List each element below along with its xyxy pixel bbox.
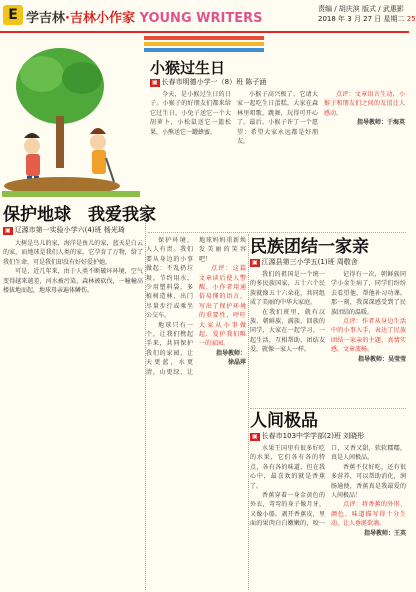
article-little-monkey-birthday xyxy=(150,58,405,230)
byline-tag: ▣ xyxy=(252,433,258,440)
article-byline: ▣ 长春市103中学学部(2)班 刘晓彤 xyxy=(252,432,365,440)
paragraph: 可是，近几年来，由于人类不断破坏环境，空气变得越来越差，河水被污染，森林被砍伐，一幢幢高楼拔地而起，地球母亲遍体鳞伤。 xyxy=(3,268,143,295)
article-title: 人间极品 xyxy=(250,411,318,431)
brand-young-writers: YOUNG WRITERS xyxy=(139,11,263,26)
editor-credit: 责编 / 胡庆滨 版式 / 武惠影 xyxy=(318,5,404,13)
crayons-illustration xyxy=(142,34,266,54)
article-comment: 点评：文章语言生动，小猴子和朋友们之间的友谊让人感动。 xyxy=(324,91,405,117)
article-byline: ▣ 长春市明德小学一（8）班 陈子涵 xyxy=(152,78,267,86)
article-body xyxy=(146,236,246,586)
paragraph: 小猴子高兴极了，它请大家一起吃生日蛋糕，大家在森林里唱歌、跳舞，玩得可开心了。最后，小猴子许了一个愿望：希望大家永远都是好朋友。 xyxy=(237,91,318,146)
paragraph: 记得有一次，朝鲜族同学小金生病了，同学们纷纷去看望他，帮他补习功课。那一刻，我深深感受到了民族团结的温暖。 xyxy=(331,271,406,316)
brand-jilin-writer: ·吉林小作家 xyxy=(65,11,135,26)
issue-weekday: 星期二 xyxy=(383,15,405,23)
article-title: 保护地球 我爱我家 xyxy=(3,205,156,225)
paragraph: 香蕉不仅好吃，还有很多营养，可以帮助消化，润肠通便，香蕉真是我最爱的人间极品！ xyxy=(331,463,406,500)
article-comment: 点评：将香蕉的外形、颜色、味道描写得十分生动，让人垂涎欲滴。 xyxy=(331,501,406,528)
paragraph: 今天，是小猴过生日的日子。小猴子的好朋友们都来给它过生日。小兔子送它一个大胡萝卜，小松鼠送它一篮松果，小熊送它一罐蜂蜜。 xyxy=(150,91,231,136)
article-byline: ▣ 江源县第三小学五(1)班 周敬舍 xyxy=(252,258,358,266)
article-teacher: 指导教师：吴莹莹 xyxy=(357,355,406,363)
byline-tag: ▣ xyxy=(5,227,11,234)
article-body xyxy=(250,444,406,590)
tree-planting-illustration xyxy=(2,34,140,202)
article-best-in-world xyxy=(250,410,406,588)
paragraph: 我们的祖国是一个统一的多民族国家，五十六个民族就像五十六朵花，共同组成了美丽的中华大家庭。 xyxy=(250,271,325,307)
column-divider xyxy=(145,204,146,590)
paragraph: 水果王国里有很多好吃的水果，它们各有各的特点，各有各的味道，但在我心中，最喜欢的就是香蕉了。 xyxy=(250,445,325,490)
article-teacher: 指导教师：于海英 xyxy=(356,119,405,127)
section-brand xyxy=(26,7,262,26)
article-teacher: 指导教师：徐晶萍 xyxy=(215,349,246,367)
paragraph: 地球只有一个，让我们携起手来，共同保护我们的家园，让天更蓝，水更清，山更绿，让地球妈妈重新焕发美丽的笑容吧！ xyxy=(146,237,246,376)
page-number: 25 xyxy=(406,15,416,23)
section-badge: E xyxy=(3,5,23,25)
article-body xyxy=(3,239,143,295)
brand-xuejilin: 学吉林 xyxy=(26,11,66,26)
paragraph: 在我们班里，就有汉族、朝鲜族、满族、回族的同学，大家在一起学习、一起生活，互相帮助，团结友爱，就像一家人一样。 xyxy=(250,308,325,354)
article-protect-earth-cont xyxy=(146,236,246,588)
article-body xyxy=(150,90,405,230)
issue-date: 2018 年 3 月 27 日 xyxy=(318,15,382,23)
paragraph: 大树是鸟儿的家，海洋是鱼儿的家，蓝天是白云的家，而地球是我们人类的家。它孕育了万物，给了我们生命，可是我们却没有好好爱护她。 xyxy=(3,240,143,266)
article-body xyxy=(250,270,406,402)
issue-date-line xyxy=(318,14,416,24)
column-divider xyxy=(248,234,249,590)
article-protect-earth xyxy=(3,204,156,588)
byline-tag: ▣ xyxy=(252,259,258,266)
divider xyxy=(148,232,406,233)
divider xyxy=(250,408,406,409)
page-header xyxy=(0,0,416,33)
article-comment: 点评：作者从身边生活中的小事入手，表达了民族团结一家亲的主题，真情实感，文章流畅。 xyxy=(331,318,406,354)
article-teacher: 指导教师：王英 xyxy=(363,529,406,537)
article-byline: ▣ 辽源市第一实验小学六(4)班 杨光琦 xyxy=(5,226,125,234)
byline-tag: ▣ xyxy=(152,79,158,86)
article-title: 民族团结一家亲 xyxy=(250,237,369,257)
paragraph: 保护环境，人人有责。我们要从身边的小事做起：不乱扔垃圾，节约用水，少用塑料袋，多植树造林，出门尽量步行或乘坐公交车。 xyxy=(146,237,193,320)
article-ethnic-unity xyxy=(250,236,406,406)
article-title: 小猴过生日 xyxy=(150,59,226,77)
header-meta xyxy=(318,4,416,24)
paragraph: 香蕉穿着一身金黄色的外衣，弯弯的身子像月牙，又像小船。剥开香蕉皮，里面的果肉白白嫩嫩的，咬一口，又香又甜，软软糯糯，真是人间极品。 xyxy=(250,445,406,528)
article-comment: 点评：这篇文章读后使人警醒，小作者用通俗易懂的语言，写出了保护环境的重要性，呼吁大家从小事做起，爱护我们唯一的家园。 xyxy=(199,265,246,348)
